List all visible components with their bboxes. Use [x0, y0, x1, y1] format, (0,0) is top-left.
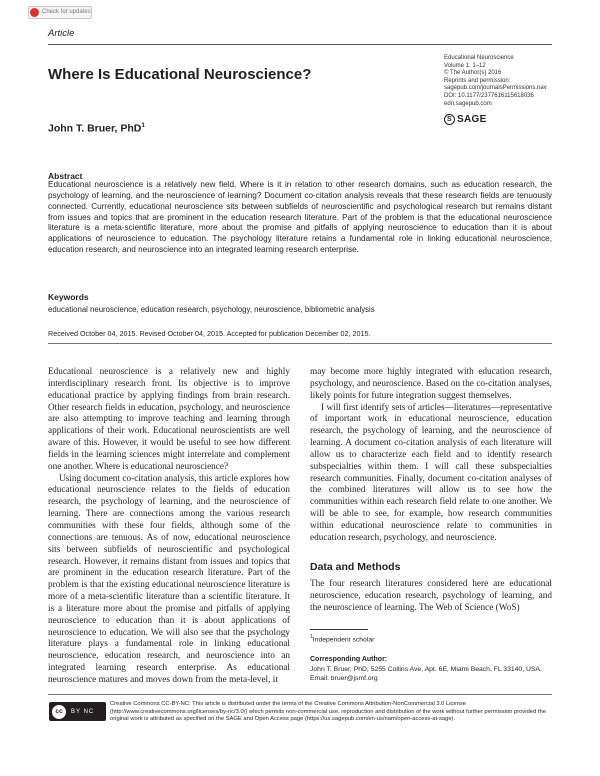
received-dates: Received October 04, 2015. Revised October 04, 2015. Accepted for publication December 02, 2015.: [48, 329, 371, 338]
footnote-mark: 1: [310, 634, 313, 640]
footnote-text: Independent scholar: [312, 636, 375, 644]
author-affiliation-mark: 1: [141, 122, 145, 129]
crossmark-label: Check for updates: [42, 9, 91, 15]
author-name-text: John T. Bruer, PhD: [48, 122, 142, 135]
section-paragraph: The four research literatures considered here are educational neuroscience, education research, psychology of learning, and the neuroscience of learning. The Web of Science (WoS): [310, 579, 552, 613]
journal-volume: Volume 1: 1–12: [444, 62, 486, 69]
license-rule: [48, 694, 552, 695]
section-heading: Data and Methods: [310, 561, 401, 573]
permissions-link[interactable]: sagepub.com/journalsPermissions.nav: [444, 85, 547, 92]
journal-name: Educational Neuroscience: [444, 55, 514, 61]
body-rule: [48, 343, 552, 344]
crossmark-badge[interactable]: [28, 6, 92, 19]
body-column-right: [310, 367, 552, 545]
doi[interactable]: DOI: 10.1177/2377616115618036: [444, 92, 534, 99]
journal-meta: [444, 55, 574, 108]
article-title: Where Is Educational Neuroscience?: [48, 66, 312, 83]
license-text: Creative Commons CC-BY-NC: This article is distributed under the terms of the Creative Commons Attribution-NonCommercial 3.0 License (http://www.creativecommons.org/licenses/by-nc/3.0/) which permits non-commercial use, reproduction and distribution of the work without further permission provided the original work is attributed as specified on the SAGE and Open Access page (https://us.sagepub.com/en-us/nam/open-access-at-sage).: [110, 701, 546, 723]
sage-wordmark: SAGE: [457, 114, 487, 125]
abstract-heading: Abstract: [48, 171, 83, 181]
sage-icon: S: [444, 114, 455, 125]
corresponding-heading: Corresponding Author:: [310, 656, 388, 663]
body-paragraph: may become more highly integrated with education research, psychology, and neuroscience. Based on the co-citation analyses, likely points for future integration suggest themselves.: [310, 367, 552, 401]
crossmark-icon: [30, 8, 39, 17]
body-paragraph: I will first identify sets of articles—literatures—representative of important work in educational neuroscience, education research, the psychology of learning, and the neuroscience of learning. A document co-citation analysis of each literature will allow us to characterize each field and to identify research subspecialties within them. I will call these subspecialties research communities. Finally, document co-citation analyses of the combined literatures will allow us to see how the communities within each research field relate to one another. We will be able to see, for example, how research communities within educational neuroscience relate to communities in education research, psychology, and neuroscience.: [310, 402, 552, 543]
abstract-text: Educational neuroscience is a relatively new field. Where is it in relation to other research domains, such as education research, the psychology of learning, and the neuroscience of learning? Document co-citation analysis reveals that these research fields are tenuously connected. Currently, educational neuroscience sits between subfields of neuroscientific and psychological research but remains distant from issues and topics that are prominent in the education research literature. Part of the problem is that the educational neuroscience literature is a meta-scientific literature, more about the promise and pitfalls of applying neuroscience to education than it is about applications of neuroscience to education. The psychology literature retains a fundamental role in linking educational neuroscience, education research, and neuroscience into an integrated learning research enterprise.: [48, 180, 552, 255]
corresponding-address: John T. Bruer, PhD, 5255 Collins Ave, Apt. 6E, Miami Beach, FL 33140, USA.: [310, 666, 542, 673]
cc-by-nc-label: BY NC: [71, 708, 95, 715]
keywords-heading: Keywords: [48, 292, 89, 302]
body-paragraph: Educational neuroscience is a relatively new and highly interdisciplinary research front. Its objective is to improve educational practice by applying findings from brain research. Other research fields in education, psychology, and neuroscience are also attempting to improve teaching and learning through applications of their work. Educational neuroscientists are well aware of this. However, it would be useful to see how different fields in the learning sciences might interrelate and complement one another. Where is educational neuroscience?: [48, 367, 290, 472]
keywords-text: educational neuroscience, education research, psychology, neuroscience, bibliometric analysis: [48, 305, 375, 314]
journal-url[interactable]: edn.sagepub.com: [444, 100, 492, 107]
footnote-rule: [310, 629, 368, 630]
corresponding-details: [310, 666, 560, 683]
reprints: Reprints and permission:: [444, 77, 511, 84]
author-name: [48, 122, 145, 135]
header-rule: [48, 44, 552, 45]
body-column-left: [48, 367, 290, 687]
sage-logo: [444, 114, 487, 125]
body-paragraph: Using document co-citation analysis, this article explores how educational neuroscience relates to the fields of education research, the psychology of learning, and the neuroscience of learning. There are connections among the various research communities with these four fields, although some of the connections are tenuous. As of now, educational neuroscience sits between subfields of neuroscientific and psychological research. However, it remains distant from issues and topics that are prominent in the education research literature. Part of the problem is that the existing educational neuroscience literature is more of a meta-scientific literature than a scientific literature. It is a literature more about the promise and pitfalls of applying neuroscience to education than it is about applications of neuroscience to education. We will also see that the psychology literature plays a fundamental role in linking educational neuroscience, education research, and neuroscience into an integrated learning research enterprise. As educational neuroscience matures and moves down from the meta-level, it: [48, 473, 290, 685]
footnote: [310, 634, 374, 643]
article-type: Article: [48, 28, 75, 39]
cc-icon: cc: [52, 705, 66, 719]
copyright: © The Author(s) 2016: [444, 70, 502, 77]
corresponding-email[interactable]: Email: bruer@jsmf.org: [310, 674, 378, 682]
cc-license-badge[interactable]: [49, 702, 106, 721]
